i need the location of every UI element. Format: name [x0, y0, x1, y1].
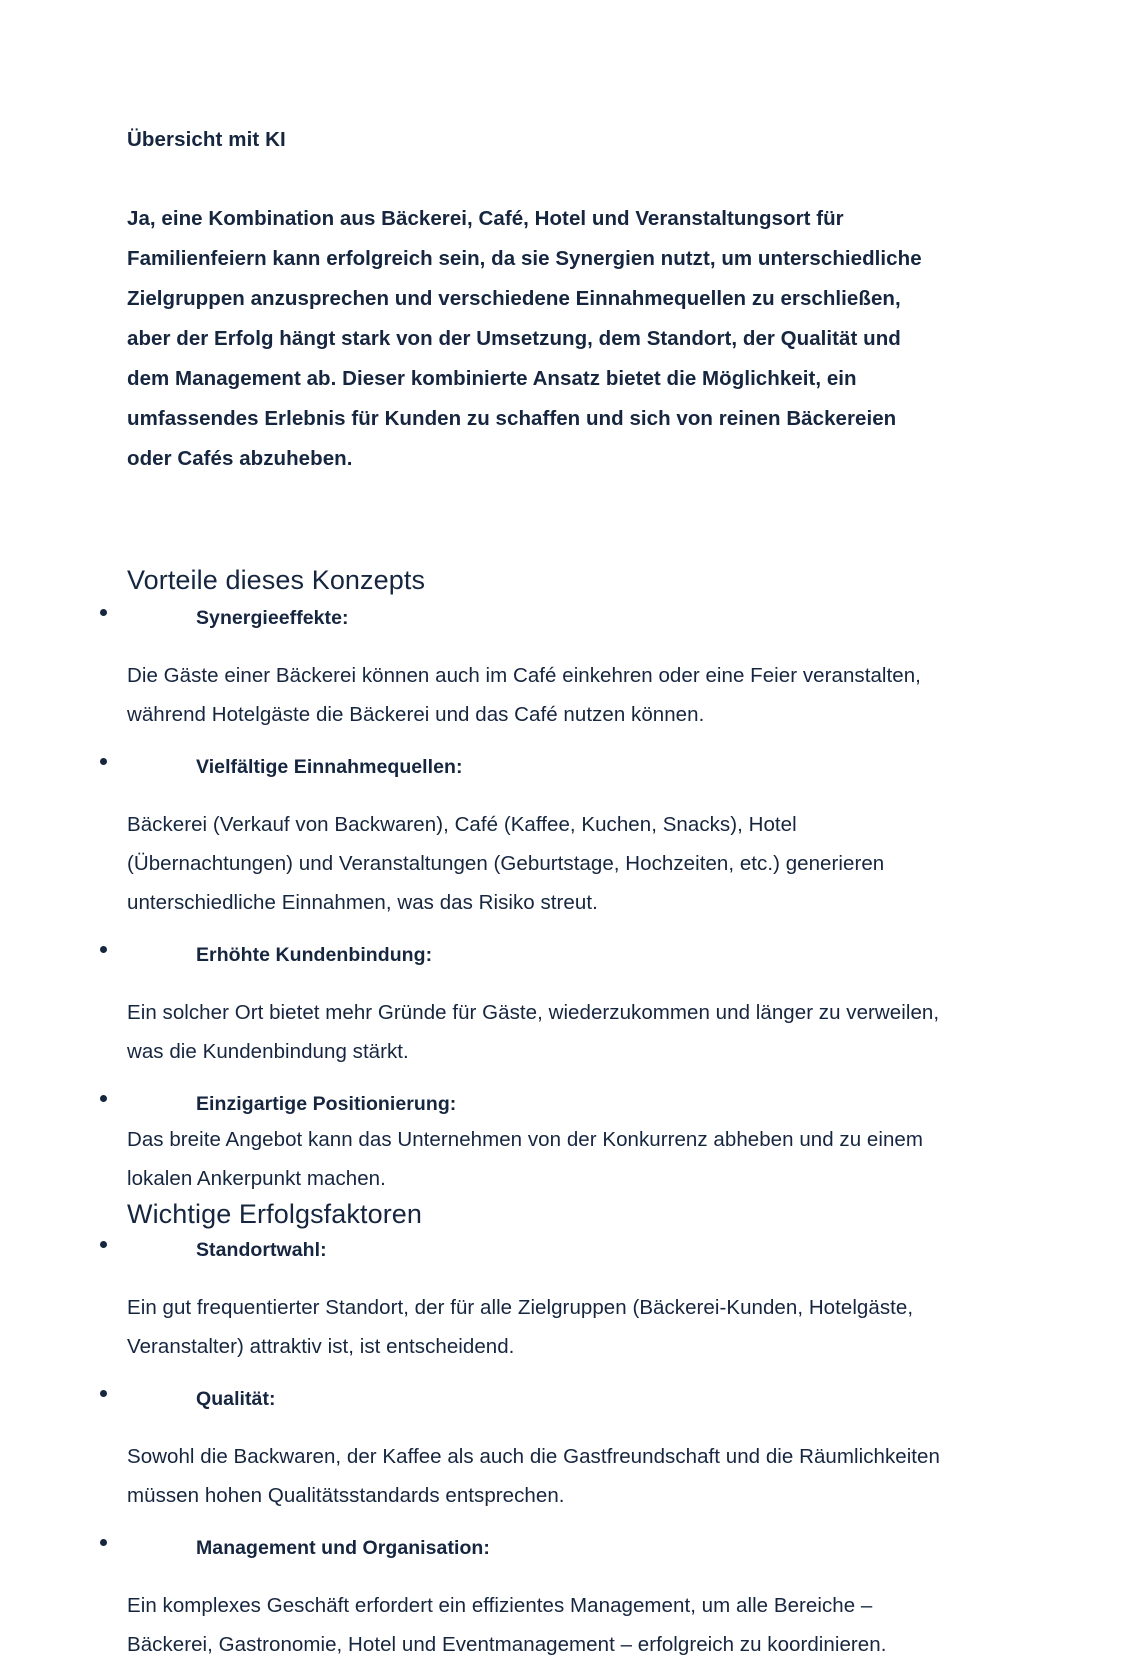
- spacer: [127, 1564, 960, 1586]
- spacer: [127, 922, 960, 939]
- list-item-body: Bäckerei (Verkauf von Backwaren), Café (Kaffee, Kuchen, Snacks), Hotel (Übernachtungen) und Veranstaltungen (Geburtstage, Hochzeiten, etc.) generieren unterschiedliche Einnahmen, was das Risiko streut.: [127, 812, 885, 914]
- bullet-list-erfolgsfaktoren: [127, 1234, 960, 1664]
- list-item: [127, 1088, 960, 1198]
- list-item-body: Ein solcher Ort bietet mehr Gründe für Gäste, wiederzukommen und länger zu verweilen, was die Kundenbindung stärkt.: [127, 1000, 940, 1063]
- list-item: [127, 1383, 960, 1515]
- spacer: [127, 634, 960, 656]
- list-item-label: Einzigartige Positionierung:: [196, 1092, 457, 1115]
- lead-paragraph: Ja, eine Kombination aus Bäckerei, Café, Hotel und Veranstaltungsort für Familienfeiern kann erfolgreich sein, da sie Synergien nutzt, um unterschiedliche Zielgruppen anzusprechen und verschiedene Einnahmequellen zu erschließen, aber der Erfolg hängt stark von der Umsetzung, dem Standort, der Qualität und dem Management ab. Dieser kombinierte Ansatz bietet die Möglichkeit, ein umfassendes Erlebnis für Kunden zu schaffen und sich von reinen Bäckereien oder Cafés abzuheben.: [127, 206, 922, 470]
- list-item-body: Ein komplexes Geschäft erfordert ein effizientes Management, um alle Bereiche – Bäckerei, Gastronomie, Hotel und Eventmanagement – erfolgreich zu koordinieren.: [127, 1593, 887, 1656]
- spacer: [127, 1266, 960, 1288]
- spacer: [127, 971, 960, 993]
- list-item-body: Die Gäste einer Bäckerei können auch im Café einkehren oder eine Feier veranstalten, während Hotelgäste die Bäckerei und das Café nutzen können.: [127, 663, 921, 726]
- list-item-label: Synergieeffekte:: [196, 606, 349, 629]
- spacer: [127, 1515, 960, 1532]
- spacer: [127, 734, 960, 751]
- bullet-point-icon: [100, 609, 107, 616]
- list-item: [127, 939, 960, 1071]
- bullet-point-icon: [100, 1241, 107, 1248]
- section-heading-erfolgsfaktoren: Wichtige Erfolgsfaktoren: [127, 1198, 423, 1229]
- list-item-label: Qualität:: [196, 1387, 276, 1410]
- list-item-label: Management und Organisation:: [196, 1536, 490, 1559]
- list-item-body: Das breite Angebot kann das Unternehmen von der Konkurrenz abheben und zu einem lokalen Ankerpunkt machen.: [127, 1127, 924, 1190]
- spacer: [127, 1415, 960, 1437]
- list-item-body: Ein gut frequentierter Standort, der für alle Zielgruppen (Bäckerei-Kunden, Hotelgäste, Veranstalter) attraktiv ist, ist entscheidend.: [127, 1295, 914, 1358]
- list-item: [127, 1234, 960, 1366]
- spacer: [127, 783, 960, 805]
- page-title: Übersicht mit KI: [127, 128, 286, 151]
- list-item: [127, 751, 960, 922]
- list-item: [127, 602, 960, 734]
- bullet-point-icon: [100, 1390, 107, 1397]
- list-item-label: Vielfältige Einnahmequellen:: [196, 755, 463, 778]
- list-item-body: Sowohl die Backwaren, der Kaffee als auch die Gastfreundschaft und die Räumlichkeiten müssen hohen Qualitätsstandards entsprechen.: [127, 1444, 940, 1507]
- bullet-list-vorteile: [127, 602, 960, 1198]
- list-item-label: Erhöhte Kundenbindung:: [196, 943, 433, 966]
- list-item: [127, 1532, 960, 1664]
- spacer: [127, 1071, 960, 1088]
- bullet-point-icon: [100, 758, 107, 765]
- list-item-label: Standortwahl:: [196, 1238, 327, 1261]
- bullet-point-icon: [100, 946, 107, 953]
- bullet-point-icon: [100, 1539, 107, 1546]
- spacer: [127, 1366, 960, 1383]
- section-heading-vorteile: Vorteile dieses Konzepts: [127, 564, 426, 595]
- bullet-point-icon: [100, 1095, 107, 1102]
